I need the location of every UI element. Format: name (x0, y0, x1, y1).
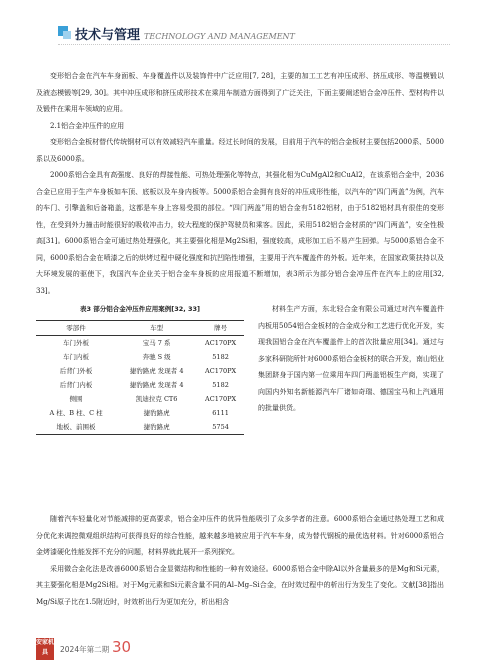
side-column (258, 301, 444, 417)
table-header-row (36, 320, 244, 335)
table-header-model: 车型 (116, 320, 197, 335)
table-cell-model: 捷豹路虎 发现者 4 (129, 366, 184, 375)
section-title-en: TECHNOLOGY AND MANAGEMENT (144, 32, 295, 41)
table-and-sidebar (36, 301, 444, 511)
paragraph-sheet-alloys: 变形铝合金板材替代传统钢材可以有效减轻汽车重量。经过长时间的发展，目前用于汽车的铝合金板材主要包括2000系、5000系以及6000系。 (36, 138, 444, 163)
paragraph-microalloying: 采用微合金化法是改善6000系铝合金显微结构和性能的一种有效途径。6000系铝合金中除Al以外含量最多的是Mg和Si元素，其主要强化相是Mg2Si相。对于Mg元素和Si元素含量不同的Al–Mg–Si合金，在时效过程中的析出行为发生了变化。文献[38]指出Mg/Si原子比在1.5附近时，时效析出行为更加充分，析出相含 (36, 564, 444, 606)
table-cell-model: 奔驰 S 级 (142, 352, 171, 361)
page-footer (0, 636, 480, 665)
table-cell-part: 车门内板 (63, 352, 90, 361)
issue-label: 2024年第二期 (60, 645, 110, 654)
table-caption: 表3 部分铝合金冲压件应用案例[32, 33] (79, 305, 201, 313)
section-heading: 2.1铝合金冲压件的应用 (50, 121, 125, 130)
page-header (0, 0, 480, 58)
table-cell-model: 凯迪拉克 CT6 (135, 394, 178, 403)
table-cell-grade: 5754 (197, 420, 244, 435)
table-cell-model: 捷豹路虎 发现者 4 (129, 380, 184, 389)
table-cell-model: 捷豹路虎 (143, 408, 170, 417)
page-number: 30 (112, 638, 132, 656)
table-cell-part: 后背门外板 (59, 366, 93, 375)
table-cell-grade: 5182 (212, 380, 229, 389)
table-row (36, 420, 244, 435)
table-cell-model: 捷豹路虎 (116, 420, 197, 435)
table-cell-grade: AC170PX (205, 394, 237, 403)
section-title (75, 24, 295, 43)
table-row (36, 364, 244, 378)
section-title-cn: 技术与管理 (75, 28, 141, 43)
paragraph-intro: 变形铝合金在汽车车身面板、车身覆盖件以及装饰件中广泛应用[7, 28]，主要的加工工艺有冲压成形、挤压成形、等温模锻以及液态模锻等[29, 30]。其中冲压成形和挤压成形技术在乘用车制造方面得到了广泛关注，下面主要阐述铝合金冲压件、型材构件以及锻件在乘用车领域的应用。 (36, 72, 444, 113)
table-header-part: 零部件 (36, 320, 116, 335)
table-row (36, 392, 244, 406)
table-cell-grade: 6111 (212, 408, 229, 417)
header-logo-square-light (63, 31, 71, 39)
paragraph-alloy-series: 2000系铝合金具有高强度、良好的焊接性能、可热处理强化等特点，其强化相为CuMgAl2和CuAl2，在该系铝合金中，2036合金已应用于生产车身板如车顶、底板以及车身内板等。5000系铝合金拥有良好的冲压成形性能，以汽车的“四门两盖”为例，汽车的车门、引擎盖和后备箱盖，这都是车身上容易受损的部位。“四门两盖”用的铝合金有5182铝材，由于5182铝材具有很佳的变形性，在受到外力撞击时能很好的吸收冲击力，较大程度的保护驾驶员和乘客。因此，采用5182铝合金材质的“四门两盖”，安全性极高[31]。6000系铝合金可通过热处理强化，其主要强化相是Mg2Si相，强度较高，成形加工后不易产生回弹。与5000系铝合金不同，6000系铝合金在喷漆之后的烘烤过程中硬化强度和抗凹陷性增强，主要用于汽车覆盖件的外板。近年来，在国家政策扶持以及大环境发展的驱使下，我国汽车企业关于铝合金车身板的应用报道不断增加，表3所示为部分铝合金冲压件在汽车上的应用[32, 33]。 (36, 171, 444, 295)
table-row (36, 350, 244, 364)
article-body (36, 68, 444, 610)
table-row (36, 378, 244, 392)
table-cell-grade: 5182 (212, 352, 229, 361)
table-cell-part: A 柱、B 柱、C 柱 (49, 408, 103, 417)
table-cell-grade: AC170PX (205, 338, 237, 347)
stamping-parts-table (36, 320, 244, 435)
table-cell-part: 侧围 (69, 394, 83, 403)
table-row (36, 406, 244, 420)
journal-tag: 安家机具 (36, 638, 54, 660)
header-divider (58, 44, 450, 45)
table-cell-part: 地板、前围板 (36, 420, 116, 435)
paragraph-production: 材料生产方面，东北轻合金有限公司通过对汽车覆盖件内板用5054铝合金板材的合金成分和工艺进行优化开发，实现我国铝合金在汽车覆盖件上的首次批量应用[34]。通过与多家科研院所针对6000系铝合金板材的联合开发，南山铝业集团跻身于国内第一位乘用车四门两盖铝板生产商，实现了向国内外知名新能源汽车厂诸如奇瑞、德国宝马和上汽通用的批量供货。 (258, 305, 444, 412)
table-cell-part: 后背门内板 (59, 380, 93, 389)
table-header-grade: 牌号 (197, 320, 244, 335)
paragraph-research-focus: 随着汽车轻量化对节能减排的更高要求，铝合金冲压件的优异性能吸引了众多学者的注意。6000系铝合金通过热处理工艺和成分优化来调控微观组织结构可获得良好的综合性能，越来越多地被应用于汽车车身，成为替代钢板的最优选材料。针对6000系铝合金烤漆硬化性能发挥不充分的问题，材料界就此展开一系列探究。 (36, 515, 444, 556)
table-cell-grade: AC170PX (205, 366, 237, 375)
table-row (36, 335, 244, 350)
table-container (36, 301, 244, 435)
table-cell-part: 车门外板 (63, 338, 90, 347)
table-cell-model: 宝马 7 系 (142, 338, 171, 347)
